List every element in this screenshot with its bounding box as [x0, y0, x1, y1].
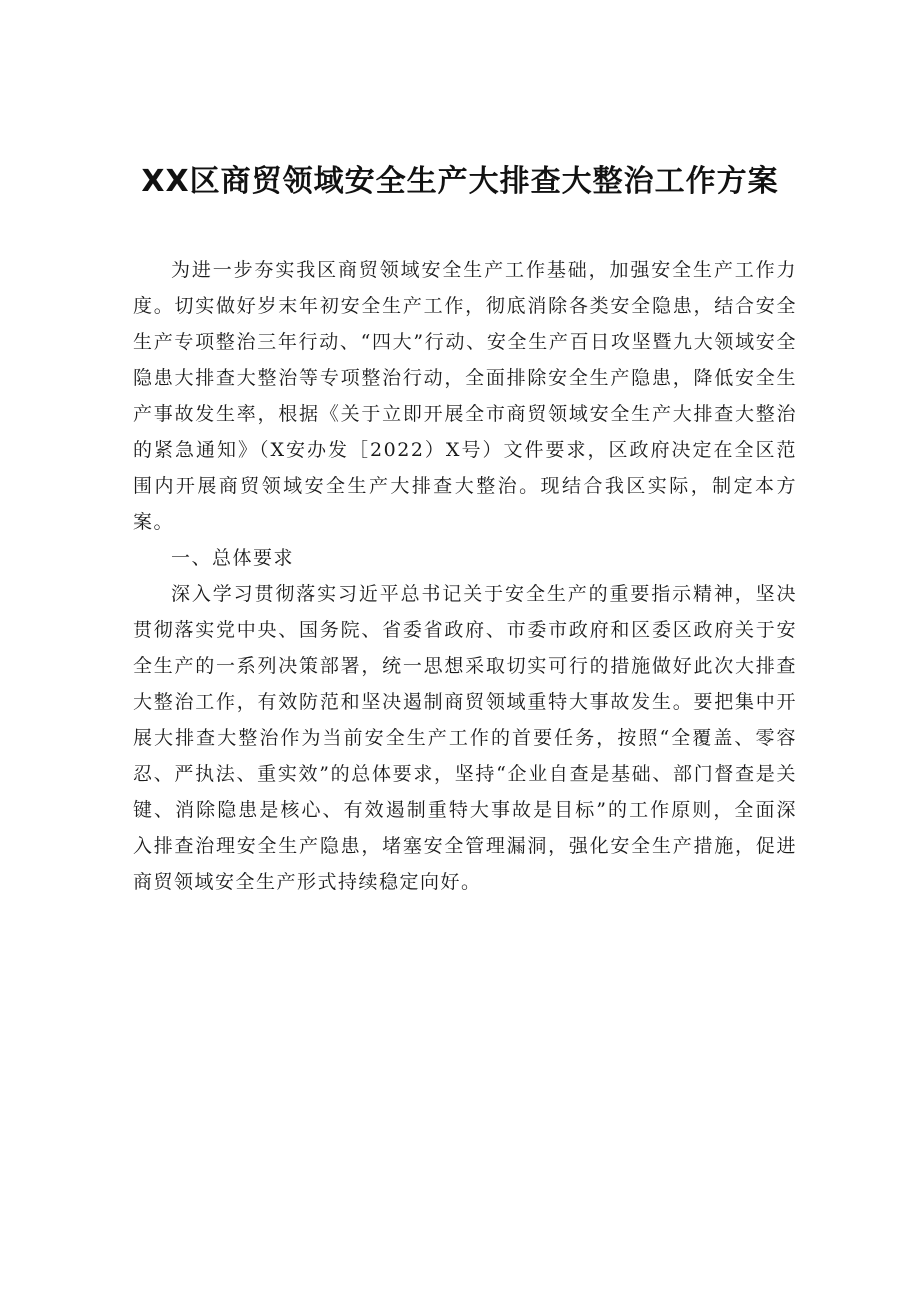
- document-body: [133, 252, 797, 900]
- document-title: XX区商贸领域安全生产大排查大整治工作方案: [141, 164, 779, 199]
- section-paragraph-general-requirements: 深入学习贯彻落实习近平总书记关于安全生产的重要指示精神，坚决贯彻落实党中央、国务院、省委省政府、市委市政府和区委区政府关于安全生产的一系列决策部署，统一思想采取切实可行的措施做好此次大排查大整治工作，有效防范和坚决遏制商贸领域重特大事故发生。要把集中开展大排查大整治作为当前安全生产工作的首要任务，按照“全覆盖、零容忍、严执法、重实效”的总体要求，坚持“企业自查是基础、部门督查是关键、消除隐患是核心、有效遏制重特大事故是目标”的工作原则，全面深入排查治理安全生产隐患，堵塞安全管理漏洞，强化安全生产措施，促进商贸领域安全生产形式持续稳定向好。: [133, 583, 797, 893]
- section-heading-general-requirements: 一、总体要求: [171, 547, 295, 569]
- intro-paragraph: 为进一步夯实我区商贸领域安全生产工作基础，加强安全生产工作力度。切实做好岁末年初安全生产工作，彻底消除各类安全隐患，结合安全生产专项整治三年行动、“四大”行动、安全生产百日攻坚暨九大领域安全隐患大排查大整治等专项整治行动，全面排除安全生产隐患，降低安全生产事故发生率，根据《关于立即开展全市商贸领域安全生产大排查大整治的紧急通知》（X安办发［2022）X号）文件要求，区政府决定在全区范围内开展商贸领域安全生产大排查大整治。现结合我区实际，制定本方案。: [133, 259, 797, 533]
